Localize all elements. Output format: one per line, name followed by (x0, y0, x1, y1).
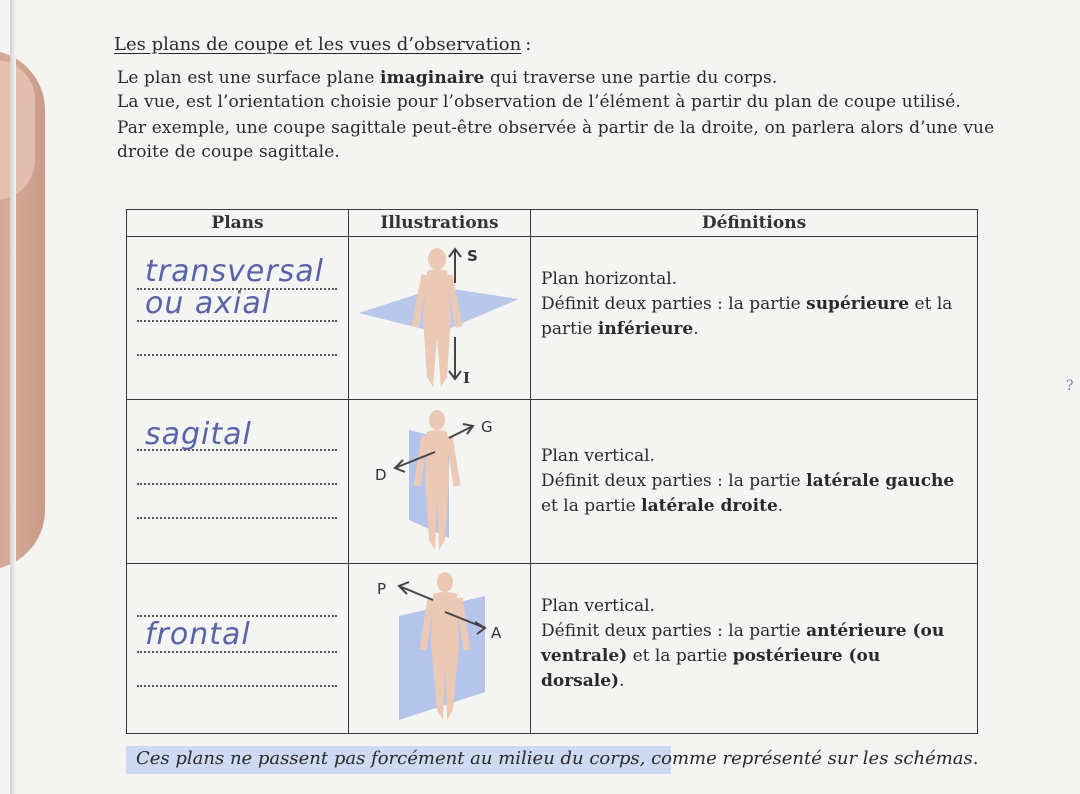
sagittal-plane-figure (349, 400, 531, 563)
def-line-2 (541, 292, 967, 342)
def-bold-2: postérieure (ou dorsale) (541, 645, 881, 691)
def-line-1: Plan horizontal. (541, 269, 678, 290)
dotted-line (137, 684, 337, 687)
def-bold-1: latérale gauche (806, 471, 955, 492)
planes-table (126, 209, 978, 734)
def-bold-1: supérieure (806, 294, 910, 315)
plan-cell-transversal (127, 237, 349, 400)
def-end: . (777, 496, 784, 517)
arrow-label-p: P (377, 579, 387, 598)
arrow-label-s: S (467, 247, 478, 266)
def-line-1: Plan vertical. (541, 446, 655, 467)
header-plans: Plans (127, 210, 349, 237)
def-pre: Définit deux parties : la partie (541, 620, 807, 641)
arrow-label-i: I (463, 369, 471, 388)
header-illustrations: Illustrations (349, 210, 531, 237)
def-line-2 (541, 619, 967, 694)
def-bold-2: inférieure (597, 319, 694, 340)
dotted-line (137, 353, 337, 356)
def-line-2 (541, 469, 967, 519)
table-row (127, 400, 978, 563)
def-mid: et la partie (627, 645, 733, 666)
plan-cell-frontal (127, 563, 349, 733)
header-definitions: Définitions (531, 210, 978, 237)
handwritten-answer-1: sagital (145, 417, 252, 453)
table-header-row (127, 210, 978, 237)
intro-paragraph-1 (117, 66, 1017, 90)
margin-mark: ? (1066, 378, 1074, 394)
page-title-text: Les plans de coupe et les vues d’observation (114, 34, 522, 55)
handwritten-answer-1: frontal (145, 616, 251, 652)
def-end: . (693, 319, 699, 340)
definition-transversal (531, 237, 978, 400)
arrow-label-a: A (491, 623, 502, 642)
transversal-plane-figure (349, 237, 531, 400)
footnote (126, 746, 1026, 774)
def-pre: Définit deux parties : la partie (541, 294, 807, 315)
illustration-sagittal (349, 400, 531, 563)
def-mid: et la partie (541, 496, 642, 517)
footnote-text: Ces plans ne passent pas forcément au milieu du corps, comme représenté sur les schémas. (136, 748, 979, 769)
page-edge (10, 0, 16, 794)
plan-cell-sagittal (127, 400, 349, 563)
dotted-line (137, 482, 337, 485)
handwritten-answer-2: ou axial (145, 286, 272, 322)
table-row (127, 563, 978, 733)
intro-paragraph-3: Par exemple, une coupe sagittale peut-être observée à partir de la droite, on parlera alors d’une vue droite de coupe sagittale. (117, 118, 995, 162)
page-title (114, 34, 531, 55)
def-bold-1: antérieure (ou ventrale) (541, 620, 945, 666)
definition-sagittal (531, 400, 978, 563)
finger-nail (0, 60, 35, 200)
def-pre: Définit deux parties : la partie (541, 471, 807, 492)
arrow-label-g: G (481, 418, 493, 437)
illustration-transversal (349, 237, 531, 400)
table-row (127, 237, 978, 400)
def-end: . (619, 670, 625, 691)
intro-p1-pre: Le plan est une surface plane (117, 68, 381, 88)
handwritten-answer-1: transversal (145, 254, 325, 290)
intro-text (117, 66, 1017, 164)
dotted-line (137, 516, 337, 519)
title-colon: : (525, 34, 532, 55)
definition-frontal (531, 563, 978, 733)
intro-paragraph-2: La vue, est l’orientation choisie pour l’observation de l’élément à partir du plan de coupe utilisé. (117, 92, 961, 112)
arrow-label-d: D (375, 466, 387, 485)
def-mid: et la partie (541, 294, 953, 340)
frontal-plane-figure (349, 564, 531, 734)
def-bold-2: latérale droite (641, 496, 778, 517)
intro-p1-bold: imaginaire (380, 68, 485, 88)
illustration-frontal (349, 563, 531, 733)
intro-p1-post: qui traverse une partie du corps. (484, 68, 778, 88)
def-line-1: Plan vertical. (541, 595, 655, 616)
